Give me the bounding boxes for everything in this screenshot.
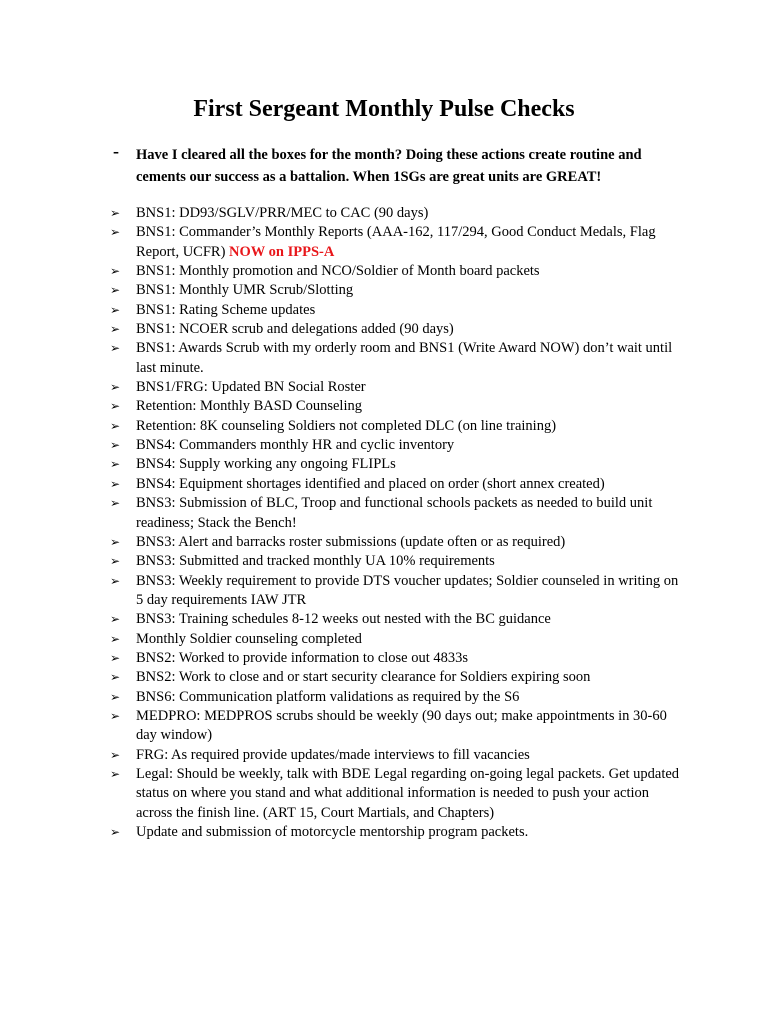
arrowhead-bullet-icon: ➢ [110, 689, 121, 704]
list-item-text: BNS3: Submitted and tracked monthly UA 10% requirements [136, 553, 495, 570]
arrowhead-bullet-icon: ➢ [110, 380, 121, 395]
list-item-text: Update and submission of motorcycle mentorship program packets. [136, 824, 529, 840]
list-item [108, 378, 688, 397]
arrowhead-bullet-icon: ➢ [110, 631, 121, 646]
list-item-text: BNS1: NCOER scrub and delegations added (90 days) [136, 321, 454, 338]
dash-marker: - [113, 141, 119, 161]
page-title: First Sergeant Monthly Pulse Checks [193, 96, 575, 122]
arrowhead-bullet-icon: ➢ [110, 650, 121, 665]
arrowhead-bullet-icon: ➢ [110, 766, 121, 781]
arrowhead-bullet-icon: ➢ [110, 457, 121, 472]
list-item [108, 455, 688, 474]
highlight-note: NOW on IPPS-A [229, 243, 335, 260]
list-item-text: Retention: 8K counseling Soldiers not completed DLC (on line training) [136, 417, 557, 434]
list-item [108, 339, 688, 378]
list-item [108, 630, 688, 649]
list-item [108, 475, 688, 494]
list-item [108, 765, 688, 823]
list-item-text: BNS3: Training schedules 8-12 weeks out nested with the BC guidance [136, 611, 551, 628]
list-item-text: BNS3: Weekly requirement to provide DTS voucher updates; Soldier counseled in writing on 5 day requirements IAW JTR [136, 572, 679, 608]
arrowhead-bullet-icon: ➢ [110, 225, 121, 240]
list-item [108, 649, 688, 668]
arrowhead-bullet-icon: ➢ [110, 554, 121, 569]
list-item-text: BNS4: Commanders monthly HR and cyclic inventory [136, 437, 455, 454]
list-item [108, 688, 688, 707]
list-item-text: BNS3: Submission of BLC, Troop and functional schools packets as needed to build unit readiness; Stack the Bench! [136, 495, 653, 531]
arrowhead-bullet-icon: ➢ [110, 573, 121, 588]
list-item [108, 533, 688, 552]
list-item-text: BNS1: Monthly promotion and NCO/Soldier of Month board packets [136, 263, 540, 280]
list-item-text: BNS2: Work to close and or start security clearance for Soldiers expiring soon [136, 669, 591, 686]
arrowhead-bullet-icon: ➢ [110, 438, 121, 453]
pulse-check-list [108, 204, 688, 842]
list-item-text: BNS1: Commander’s Monthly Reports (AAA-162, 117/294, Good Conduct Medals, Flag Report, UCFR) [136, 224, 656, 260]
list-item-text: BNS1: Rating Scheme updates [136, 301, 316, 318]
list-item-text: BNS1: Awards Scrub with my orderly room and BNS1 (Write Award NOW) don’t wait until last minute. [136, 340, 673, 376]
list-item [108, 301, 688, 320]
arrowhead-bullet-icon: ➢ [110, 670, 121, 685]
list-item [108, 823, 688, 842]
list-item-text: Legal: Should be weekly, talk with BDE Legal regarding on-going legal packets. Get updated status on where you stand and what additional information is needed to push your action across the finish line. (ART 15, Court Martials, and Chapters) [136, 765, 680, 821]
list-item-text: MEDPRO: MEDPROS scrubs should be weekly (90 days out; make appointments in 30-60 day window) [136, 707, 667, 744]
list-item [108, 552, 688, 571]
list-item [108, 204, 688, 223]
list-item-text: BNS4: Supply working any ongoing FLIPLs [136, 456, 396, 473]
list-item [108, 436, 688, 455]
arrowhead-bullet-icon: ➢ [110, 264, 121, 279]
list-item [108, 707, 688, 746]
arrowhead-bullet-icon: ➢ [110, 612, 121, 627]
intro-text: Have I cleared all the boxes for the month? Doing these actions create routine and cements our success as a battalion. When 1SGs are great units are GREAT! [136, 147, 642, 185]
arrowhead-bullet-icon: ➢ [110, 708, 121, 723]
arrowhead-bullet-icon: ➢ [110, 825, 121, 839]
list-item [108, 417, 688, 436]
list-item [108, 668, 688, 687]
list-item [108, 281, 688, 300]
list-item-text: Monthly Soldier counseling completed [136, 630, 362, 647]
list-item-text: BNS1: DD93/SGLV/PRR/MEC to CAC (90 days) [136, 205, 429, 221]
list-item-text: BNS1: Monthly UMR Scrub/Slotting [136, 282, 354, 299]
list-item [108, 320, 688, 339]
list-item [108, 572, 688, 611]
intro-paragraph [113, 141, 683, 188]
list-item-text: BNS3: Alert and barracks roster submissions (update often or as required) [136, 533, 566, 550]
list-item [108, 397, 688, 416]
arrowhead-bullet-icon: ➢ [110, 302, 121, 317]
list-item-text: BNS4: Equipment shortages identified and placed on order (short annex created) [136, 475, 605, 492]
list-item-text: BNS6: Communication platform validations as required by the S6 [136, 688, 520, 705]
arrowhead-bullet-icon: ➢ [110, 322, 121, 337]
list-item-text: BNS2: Worked to provide information to close out 4833s [136, 649, 469, 666]
list-item-text: FRG: As required provide updates/made interviews to fill vacancies [136, 746, 530, 763]
arrowhead-bullet-icon: ➢ [110, 534, 121, 549]
arrowhead-bullet-icon: ➢ [110, 418, 121, 433]
arrowhead-bullet-icon: ➢ [110, 206, 121, 220]
list-item [108, 262, 688, 281]
arrowhead-bullet-icon: ➢ [110, 283, 121, 298]
list-item [108, 223, 688, 262]
arrowhead-bullet-icon: ➢ [110, 747, 121, 762]
list-item [108, 610, 688, 629]
list-item [108, 746, 688, 765]
list-item-text: BNS1/FRG: Updated BN Social Roster [136, 379, 366, 396]
arrowhead-bullet-icon: ➢ [110, 476, 121, 491]
arrowhead-bullet-icon: ➢ [110, 496, 121, 511]
list-item [108, 494, 688, 533]
arrowhead-bullet-icon: ➢ [110, 341, 121, 356]
arrowhead-bullet-icon: ➢ [110, 399, 121, 414]
list-item-text: Retention: Monthly BASD Counseling [136, 398, 362, 415]
